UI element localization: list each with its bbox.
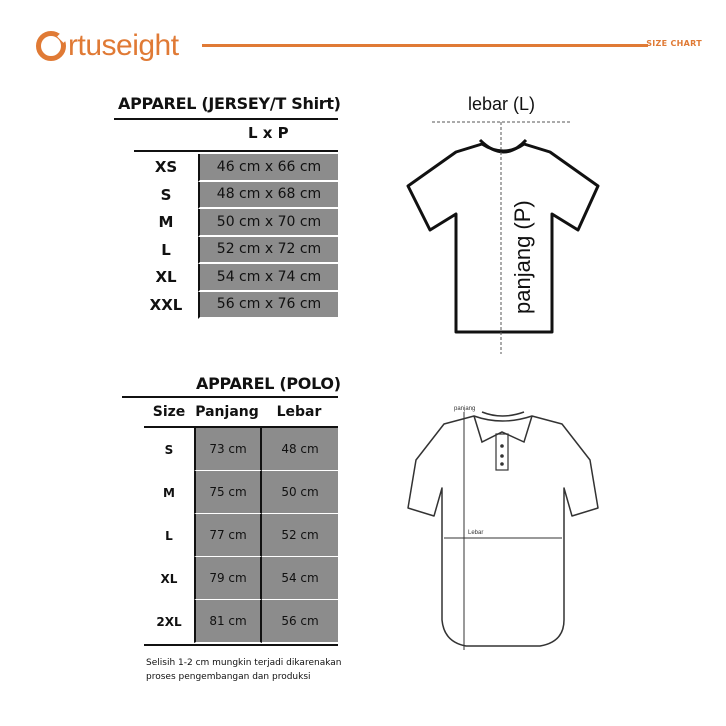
disclaimer-line-2: proses pengembangan dan produksi: [146, 672, 311, 682]
table-row: [134, 264, 338, 292]
table-row: [144, 428, 338, 471]
polo-size-table: [144, 428, 338, 643]
button-icon: [500, 454, 504, 458]
panjang-cell: 73 cm: [194, 428, 262, 471]
table-row: [134, 237, 338, 265]
panjang-cell: 79 cm: [194, 557, 262, 600]
section-label: SIZE CHART: [646, 39, 702, 48]
logo-o-icon: [36, 31, 66, 61]
panjang-cell: 81 cm: [194, 600, 262, 643]
jersey-column-header: L x P: [248, 124, 289, 142]
tshirt-outline-icon: [408, 144, 598, 332]
header-divider: [202, 44, 648, 47]
polo-table-title: APPAREL (POLO): [196, 374, 341, 393]
panjang-cell: 77 cm: [194, 514, 262, 557]
size-cell: S: [134, 182, 198, 210]
size-cell: S: [164, 442, 174, 457]
header-lebar: Lebar: [276, 404, 322, 420]
polo-measure-illustration: [404, 402, 600, 652]
brand-logo: [36, 26, 179, 66]
polo-table-header: [144, 404, 338, 420]
button-icon: [500, 462, 504, 466]
tshirt-measure-illustration: [400, 92, 600, 354]
table-row: [134, 209, 338, 237]
tshirt-length-label: panjang (P): [510, 200, 535, 314]
size-cell: XS: [134, 154, 198, 182]
lebar-cell: 54 cm: [262, 557, 338, 600]
size-cell: 2XL: [156, 614, 182, 629]
size-cell: M: [163, 485, 175, 500]
polo-width-label: Lebar: [468, 530, 484, 536]
measure-cell: 56 cm x 76 cm: [198, 292, 338, 320]
table-row: [134, 182, 338, 210]
size-cell: L: [165, 528, 173, 543]
size-disclaimer: [146, 656, 341, 684]
brand-name: rtuseight: [68, 29, 179, 62]
measure-cell: 48 cm x 68 cm: [198, 182, 338, 210]
size-cell: L: [134, 237, 198, 265]
table-row: [134, 154, 338, 182]
lebar-cell: 50 cm: [262, 471, 338, 514]
measure-cell: 50 cm x 70 cm: [198, 209, 338, 237]
jersey-header-rule: [134, 150, 338, 152]
polo-outline-icon: [408, 416, 598, 646]
disclaimer-line-1: Selisih 1-2 cm mungkin terjadi dikarenakan: [146, 658, 342, 668]
polo-bottom-rule: [144, 644, 338, 646]
table-row: [144, 557, 338, 600]
header-panjang: Panjang: [195, 404, 259, 420]
jersey-size-table: [134, 154, 338, 319]
panjang-cell: 75 cm: [194, 471, 262, 514]
lebar-cell: 48 cm: [262, 428, 338, 471]
size-cell: XL: [160, 571, 178, 586]
button-icon: [500, 444, 504, 448]
jersey-title-rule: [114, 118, 338, 120]
lebar-cell: 56 cm: [262, 600, 338, 643]
measure-cell: 54 cm x 74 cm: [198, 264, 338, 292]
table-row: [144, 471, 338, 514]
measure-cell: 52 cm x 72 cm: [198, 237, 338, 265]
polo-length-label: panjang: [454, 406, 476, 412]
size-cell: M: [134, 209, 198, 237]
table-row: [134, 292, 338, 320]
table-row: [144, 600, 338, 643]
tshirt-width-label: lebar (L): [468, 94, 536, 114]
header-size: Size: [152, 404, 186, 420]
lebar-cell: 52 cm: [262, 514, 338, 557]
size-cell: XL: [134, 264, 198, 292]
table-row: [144, 514, 338, 557]
polo-title-rule: [122, 396, 338, 398]
jersey-table-title: APPAREL (JERSEY/T Shirt): [118, 94, 341, 113]
size-cell: XXL: [134, 292, 198, 320]
measure-cell: 46 cm x 66 cm: [198, 154, 338, 182]
